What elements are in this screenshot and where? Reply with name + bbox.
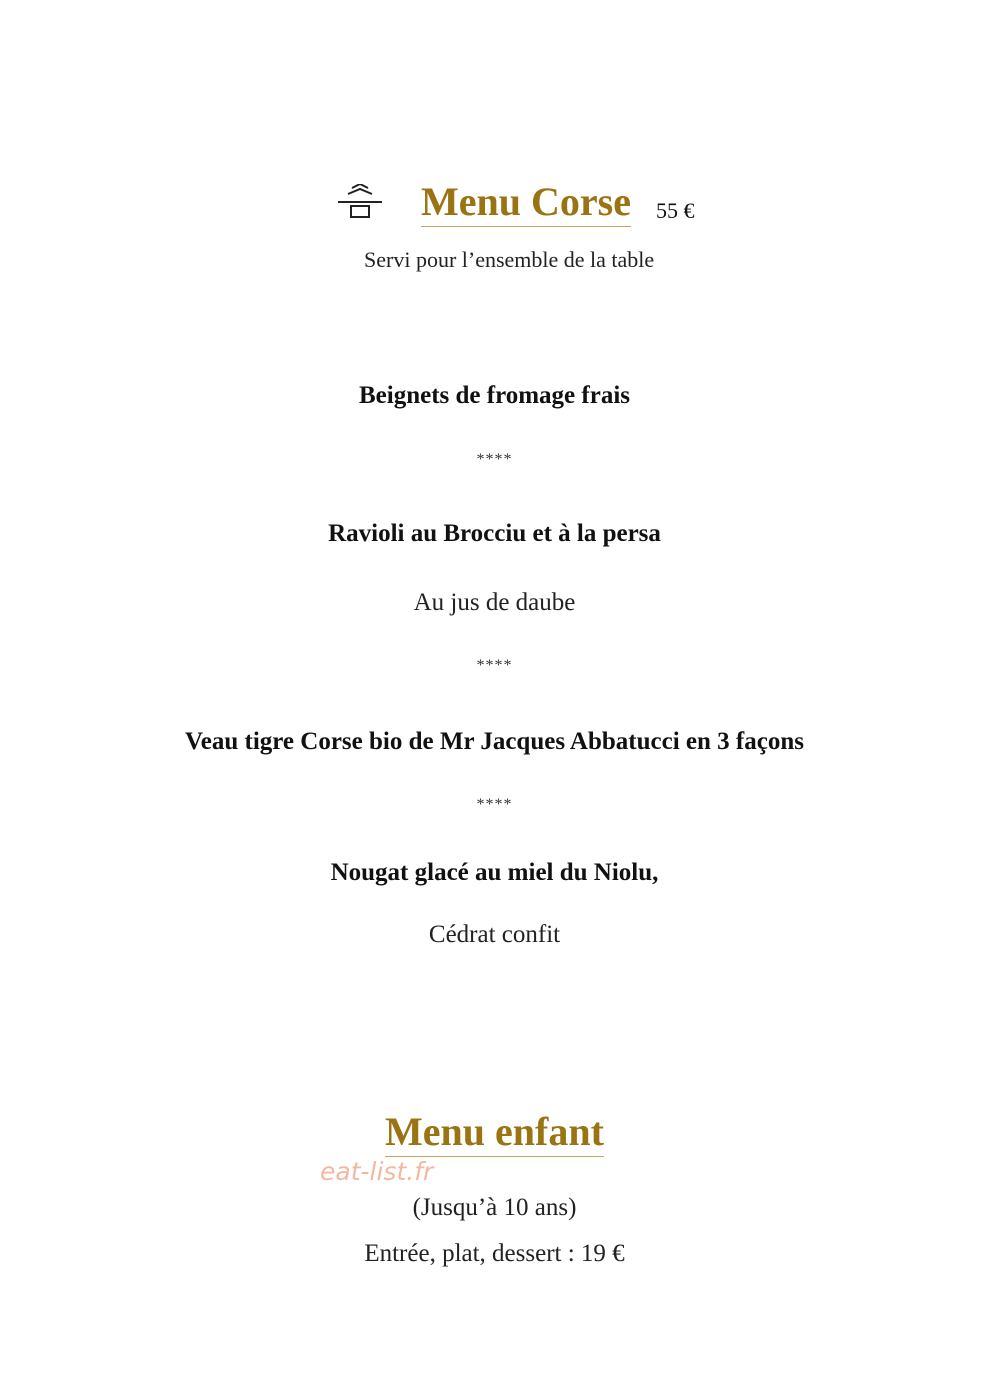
course-separator: ****: [476, 796, 513, 813]
menu-enfant-header: [0, 1108, 989, 1157]
served-note: Servi pour l’ensemble de la table: [364, 247, 655, 272]
course-2-name: Ravioli au Brocciu et à la persa: [328, 520, 661, 547]
course-separator: ****: [476, 451, 513, 468]
menu-corse-price: 55 €: [656, 198, 695, 223]
course-4-name: Nougat glacé au miel du Niolu,: [330, 859, 659, 886]
menu-corse-title: Menu Corse: [421, 178, 631, 227]
course-1-name: Beignets de fromage frais: [358, 382, 630, 409]
menu-enfant-age-note: (Jusqu’à 10 ans): [412, 1194, 577, 1221]
course-4-detail: Cédrat confit: [428, 921, 561, 948]
house-icon: [338, 184, 382, 218]
course-3-name: Veau tigre Corse bio de Mr Jacques Abbatucci en 3 façons: [185, 728, 804, 755]
watermark: eat-list.fr: [320, 1157, 434, 1186]
menu-enfant-offer: Entrée, plat, dessert : 19 €: [364, 1240, 625, 1267]
menu-enfant-title: Menu enfant: [385, 1108, 604, 1157]
course-2-detail: Au jus de daube: [413, 589, 576, 616]
course-separator: ****: [476, 657, 513, 674]
